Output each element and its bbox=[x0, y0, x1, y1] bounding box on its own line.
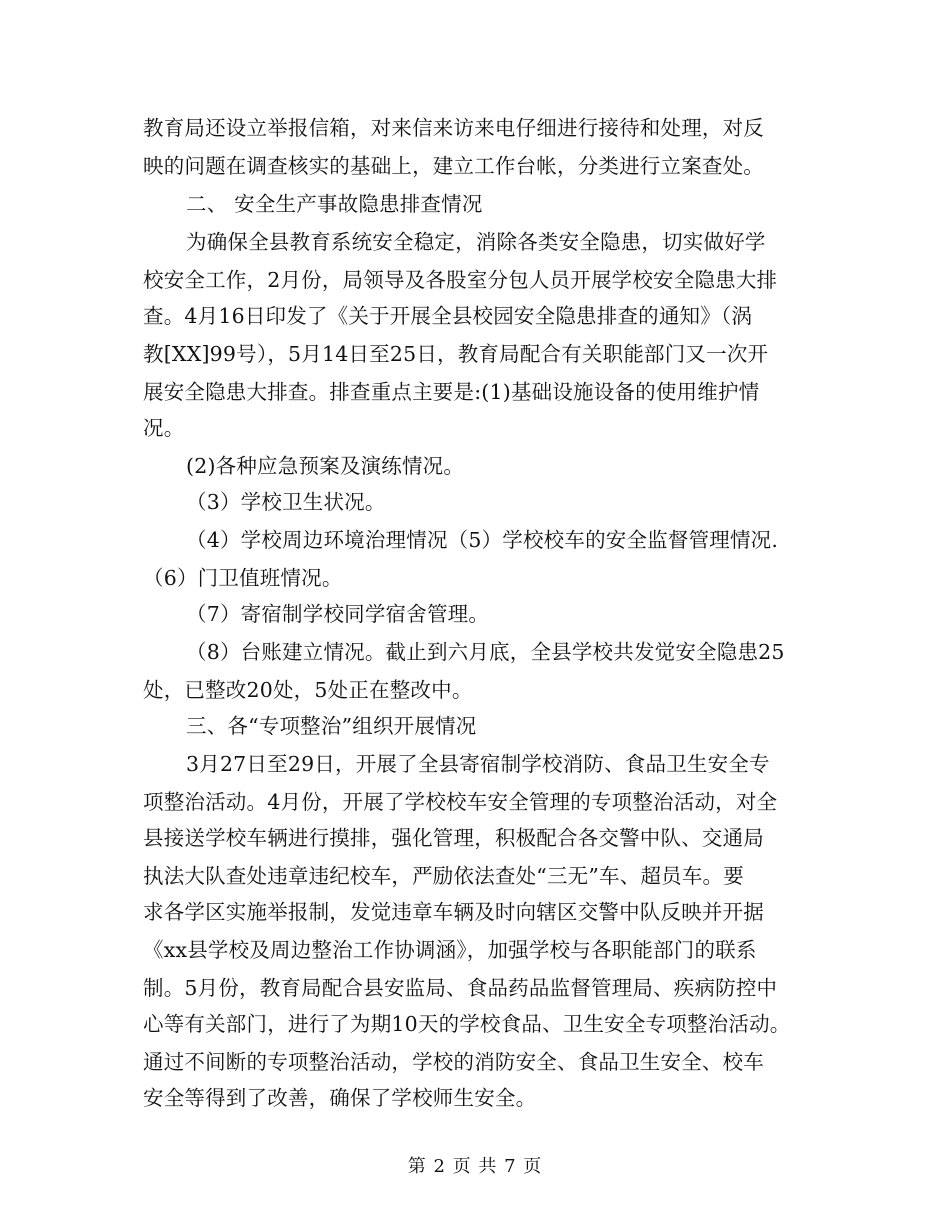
text-line: 项整治活动。4月份，开展了学校校车安全管理的专项整治活动，对全 bbox=[143, 790, 778, 814]
text-line: （6）门卫值班情况。 bbox=[143, 566, 343, 590]
text-line: （7）寄宿制学校同学宿舍管理。 bbox=[186, 602, 490, 626]
text-line: 处，已整改20处，5处正在整改中。 bbox=[143, 678, 473, 702]
text-line: 为确保全县教育系统安全稳定，消除各类安全隐患，切实做好学 bbox=[186, 230, 766, 254]
section-heading: 二、 安全生产事故隐患排查情况 bbox=[186, 192, 483, 216]
text-line: 况。 bbox=[143, 416, 185, 440]
text-line: 教育局还设立举报信箱，对来信来访来电仔细进行接待和处理，对反 bbox=[143, 116, 764, 140]
text-line: 3月27日至29日，开展了全县寄宿制学校消防、食品卫生安全专 bbox=[186, 752, 770, 776]
page-number-footer: 第 2 页 共 7 页 bbox=[407, 1156, 543, 1177]
text-line: （8）台账建立情况。截止到六月底，全县学校共发觉安全隐患25 bbox=[186, 640, 785, 664]
section-heading: 三、各“专项整治”组织开展情况 bbox=[186, 714, 477, 738]
text-line: 县接送学校车辆进行摸排，强化管理，积极配合各交警中队、交通局 bbox=[143, 826, 764, 850]
text-line: 校安全工作，2月份，局领导及各股室分包人员开展学校安全隐患大排 bbox=[143, 268, 778, 292]
text-line: 通过不间断的专项整治活动，学校的消防安全、食品卫生安全、校车 bbox=[143, 1050, 764, 1074]
text-line: 教[XX]99号），5月14日至25日，教育局配合有关职能部门又一次开 bbox=[143, 342, 769, 366]
text-line: 心等有关部门，进行了为期10天的学校食品、卫生安全专项整治活动。 bbox=[143, 1012, 791, 1036]
text-line: （3）学校卫生状况。 bbox=[186, 490, 386, 514]
text-line: 执法大队查处违章违纪校车，严励依法查处“三无”车、超员车。要 bbox=[143, 864, 744, 888]
text-line: 展安全隐患大排查。排查重点主要是:(1)基础设施设备的使用维护情 bbox=[143, 380, 760, 404]
text-line: （4）学校周边环境治理情况（5）学校校车的安全监督管理情况. bbox=[186, 528, 779, 552]
text-line: 查。4月16日印发了《关于开展全县校园安全隐患排查的通知》（涡 bbox=[143, 304, 753, 328]
text-line: 《xx县学校及周边整治工作协调涵》，加强学校与各职能部门的联系 bbox=[143, 938, 757, 962]
text-line: (2)各种应急预案及演练情况。 bbox=[186, 454, 465, 478]
text-line: 映的问题在调查核实的基础上，建立工作台帐，分类进行立案查处。 bbox=[143, 154, 764, 178]
text-line: 求各学区实施举报制，发觉违章车辆及时向辖区交警中队反映并开据 bbox=[143, 900, 764, 924]
text-line: 制。5月份，教育局配合县安监局、食品药品监督管理局、疾病防控中 bbox=[143, 976, 778, 1000]
text-line: 安全等得到了改善，确保了学校师生安全。 bbox=[143, 1086, 537, 1110]
